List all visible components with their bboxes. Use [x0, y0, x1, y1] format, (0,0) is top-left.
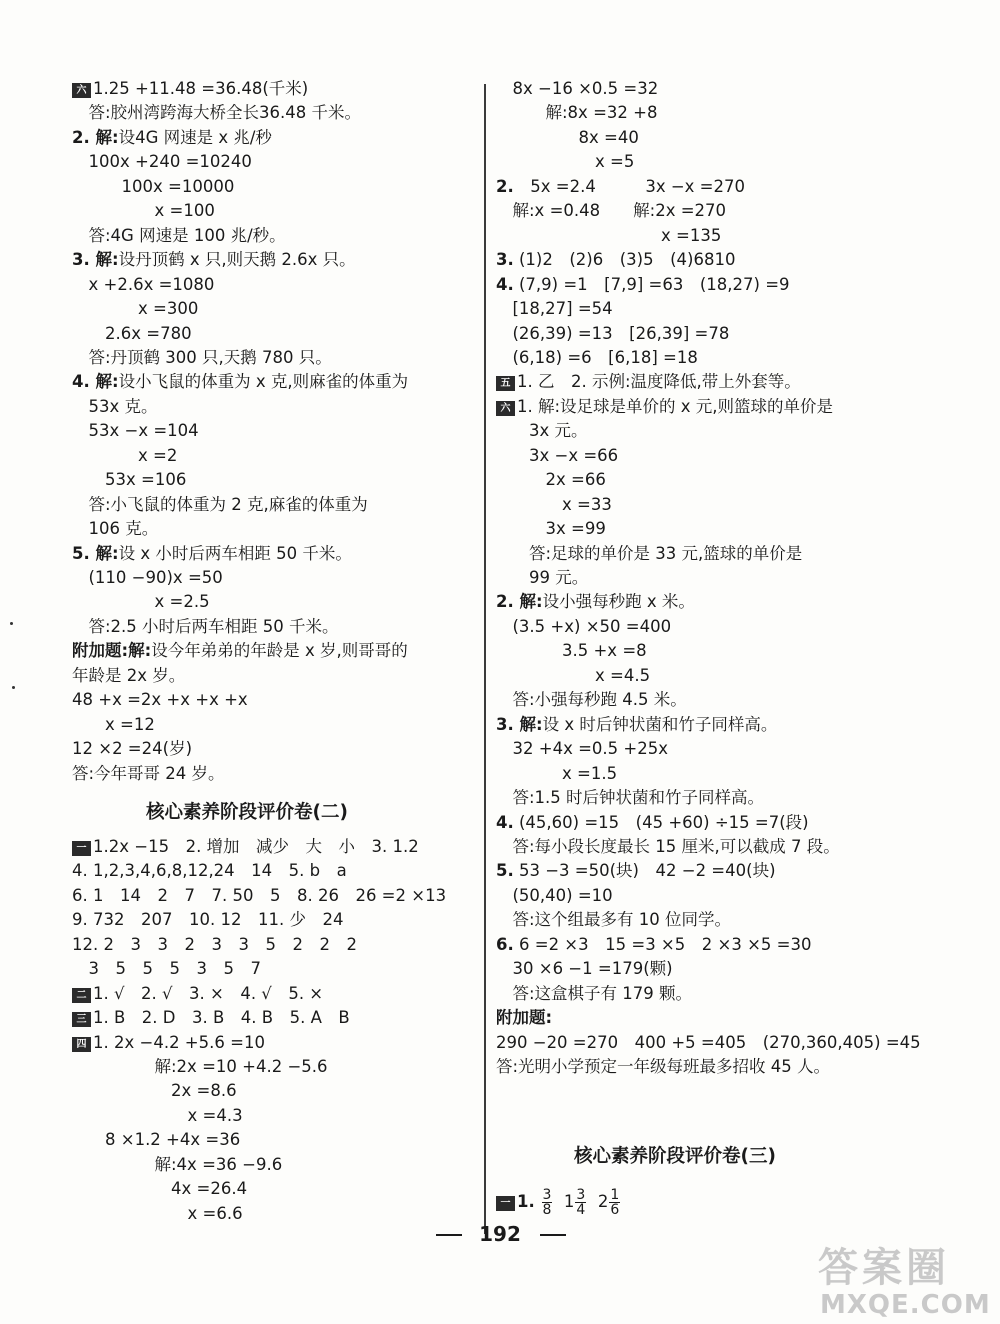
watermark-url: MXQE.COM — [820, 1290, 991, 1320]
answer-line: 99 元。 — [496, 568, 589, 587]
answer-line: 年龄是 2x 岁。 — [72, 665, 186, 685]
answer-line: 答:1.5 时后钟状菌和竹子同样高。 — [496, 788, 765, 808]
answer-line: 三 1. B 2. D 3. B 4. B 5. A B — [72, 1007, 350, 1031]
answer-line: 12. 2 3 3 2 3 3 5 2 2 2 — [72, 934, 357, 954]
section-number-badge: 二 — [72, 988, 91, 1003]
section-number-badge: 四 — [72, 1037, 91, 1052]
answer-line: 六 1. 解:设足球是单价的 x 元,则篮球的单价是 — [496, 396, 833, 420]
answer-line: 答:这个组最多有 10 位同学。 — [496, 910, 732, 930]
answer-line: (50,40) =10 — [496, 885, 613, 905]
answer-line: 2. 解:设小强每秒跑 x 米。 — [496, 592, 695, 612]
section-number-badge: 一 — [72, 841, 91, 856]
answer-line: 六 1.25 +11.48 =36.48(千米) — [72, 78, 308, 102]
answer-line: (110 −90)x =50 — [72, 568, 223, 587]
answer-line: x =6.6 — [72, 1203, 243, 1223]
answer-line: 3. (1)2 (2)6 (3)5 (4)6810 — [496, 250, 736, 270]
answer-line: x =100 — [72, 201, 215, 221]
answer-line: 解:2x =10 +4.2 −5.6 — [72, 1057, 328, 1076]
answer-line: 2x =8.6 — [72, 1081, 237, 1101]
answer-line: 四 1. 2x −4.2 +5.6 =10 — [72, 1032, 265, 1056]
answer-line: 53x 克。 — [72, 396, 158, 416]
answer-line: x =1.5 — [496, 763, 618, 783]
answer-line: 解:x =0.48 解:2x =270 — [496, 201, 727, 221]
answer-line: 解:4x =36 −9.6 — [72, 1154, 283, 1174]
answer-line: 3. 解:设 x 时后钟状菌和竹子同样高。 — [496, 714, 778, 734]
answer-line: 一 1.2x −15 2. 增加 减少 大 小 3. 1.2 — [72, 836, 419, 860]
answer-line: 106 克。 — [72, 519, 159, 539]
fraction: $\frac{3}{4}$ — [576, 1187, 586, 1218]
answer-line: x =5 — [496, 152, 635, 172]
answer-line: (26,39) =13 [26,39] =78 — [496, 323, 730, 343]
answer-line: 五 1. 乙 2. 示例:温度降低,带上外套等。 — [496, 371, 801, 395]
answer-line: 2. 5x =2.4 3x −x =270 — [496, 176, 745, 196]
fraction: $\frac{3}{8}$ — [542, 1187, 552, 1218]
answer-line: x =135 — [496, 225, 722, 245]
section-heading-3: 核心素养阶段评价卷(三) — [574, 1146, 776, 1167]
fraction: $\frac{1}{6}$ — [610, 1187, 620, 1218]
answer-line: 答:丹顶鹤 300 只,天鹅 780 只。 — [72, 347, 332, 367]
answer-line: 4. 解:设小飞鼠的体重为 x 克,则麻雀的体重为 — [72, 372, 409, 392]
answer-line: 8x =40 — [496, 127, 639, 147]
answer-line: 290 −20 =270 400 +5 =405 (270,360,405) =45 — [496, 1032, 921, 1052]
answer-line: 4x =26.4 — [72, 1179, 248, 1199]
answer-line: 答:4G 网速是 100 兆/秒。 — [72, 225, 286, 245]
margin-dot — [12, 686, 15, 689]
answer-line: x +2.6x =1080 — [72, 274, 215, 294]
answer-line: 100x +240 =10240 — [72, 152, 252, 172]
answer-line: 3x 元。 — [496, 421, 588, 441]
answer-line: 12 ×2 =24(岁) — [72, 739, 193, 759]
answer-line: 3.5 +x =8 — [496, 641, 647, 661]
answer-line: 2.6x =780 — [72, 323, 192, 343]
answer-line: 答:今年哥哥 24 岁。 — [72, 763, 225, 783]
section-number-badge: 六 — [72, 83, 91, 98]
page-number-rule-right — [540, 1234, 566, 1236]
answer-line: x =12 — [72, 714, 155, 734]
fraction-answer-line: 一 1. $\frac{3}{8}$ 1 $\frac{3}{4}$ 2 $\frac{1}{6}$ — [496, 1182, 621, 1222]
answer-line: 解:8x =32 +8 — [496, 103, 658, 123]
section-number-badge: 一 — [496, 1196, 515, 1211]
answer-line: 答:胶州湾跨海大桥全长36.48 千米。 — [72, 103, 362, 123]
answer-line: 答:光明小学预定一年级每班最多招收 45 人。 — [496, 1057, 831, 1076]
answer-line: x =33 — [496, 494, 612, 514]
answer-line: x =2.5 — [72, 592, 210, 612]
answer-line: 48 +x =2x +x +x +x — [72, 690, 248, 710]
answer-line: 4. 1,2,3,4,6,8,12,24 14 5. b a — [72, 861, 347, 881]
answer-line: 答:足球的单价是 33 元,篮球的单价是 — [496, 543, 803, 563]
answer-line: 5. 53 −3 =50(块) 42 −2 =40(块) — [496, 861, 776, 881]
answer-line: 3. 解:设丹顶鹤 x 只,则天鹅 2.6x 只。 — [72, 250, 356, 270]
answer-line: 4. (45,60) =15 (45 +60) ÷15 =7(段) — [496, 812, 809, 832]
page-number: 192 — [479, 1222, 521, 1246]
answer-line: 答:小强每秒跑 4.5 米。 — [496, 690, 687, 710]
answer-line: 2. 解:设4G 网速是 x 兆/秒 — [72, 127, 272, 147]
answer-line: 30 ×6 −1 =179(颗) — [496, 959, 673, 979]
answer-line: 100x =10000 — [72, 176, 235, 196]
answer-line: 答:小飞鼠的体重为 2 克,麻雀的体重为 — [72, 494, 368, 514]
answer-line: (6,18) =6 [6,18] =18 — [496, 347, 698, 367]
answer-line: (3.5 +x) ×50 =400 — [496, 616, 672, 636]
answer-line: 二 1. √ 2. √ 3. × 4. √ 5. × — [72, 983, 323, 1007]
answer-line: 3 5 5 5 3 5 7 — [72, 959, 261, 979]
answer-line: 答:每小段长度最长 15 厘米,可以截成 7 段。 — [496, 836, 840, 856]
answer-line: 8x −16 ×0.5 =32 — [496, 79, 659, 98]
answer-line: 3x =99 — [496, 519, 606, 539]
answer-line: 8 ×1.2 +4x =36 — [72, 1130, 241, 1150]
answer-line: 附加题:解:设今年弟弟的年龄是 x 岁,则哥哥的 — [72, 641, 408, 661]
answer-line: x =4.5 — [496, 665, 651, 685]
answer-line: 53x −x =104 — [72, 421, 199, 441]
answer-line: 53x =106 — [72, 470, 187, 490]
answer-line: 附加题: — [496, 1008, 553, 1028]
answer-line: 2x =66 — [496, 470, 606, 490]
section-number-badge: 三 — [72, 1012, 91, 1027]
answer-line: 答:2.5 小时后两车相距 50 千米。 — [72, 616, 339, 636]
answer-line: x =300 — [72, 299, 199, 319]
column-divider — [484, 84, 486, 1234]
answer-line: x =4.3 — [72, 1105, 243, 1125]
answer-line: 答:这盒棋子有 179 颗。 — [496, 983, 693, 1003]
answer-line: 6. 6 =2 ×3 15 =3 ×5 2 ×3 ×5 =30 — [496, 934, 812, 954]
section-number-badge: 五 — [496, 376, 515, 391]
answer-line: [18,27] =54 — [496, 299, 613, 319]
watermark-logo: 答案圈 — [818, 1245, 950, 1291]
answer-line: 6. 1 14 2 7 7. 50 5 8. 26 26 =2 ×13 — [72, 885, 447, 905]
answer-line: x =2 — [72, 445, 178, 465]
answer-line: 32 +4x =0.5 +25x — [496, 739, 668, 759]
section-number-badge: 六 — [496, 401, 515, 416]
answer-line: 9. 732 207 10. 12 11. 少 24 — [72, 910, 344, 930]
margin-dot — [10, 622, 13, 625]
section-heading-2: 核心素养阶段评价卷(二) — [146, 802, 348, 823]
answer-line: 3x −x =66 — [496, 445, 619, 465]
answer-line: 5. 解:设 x 小时后两车相距 50 千米。 — [72, 543, 352, 563]
answer-line: 4. (7,9) =1 [7,9] =63 (18,27) =9 — [496, 274, 790, 294]
